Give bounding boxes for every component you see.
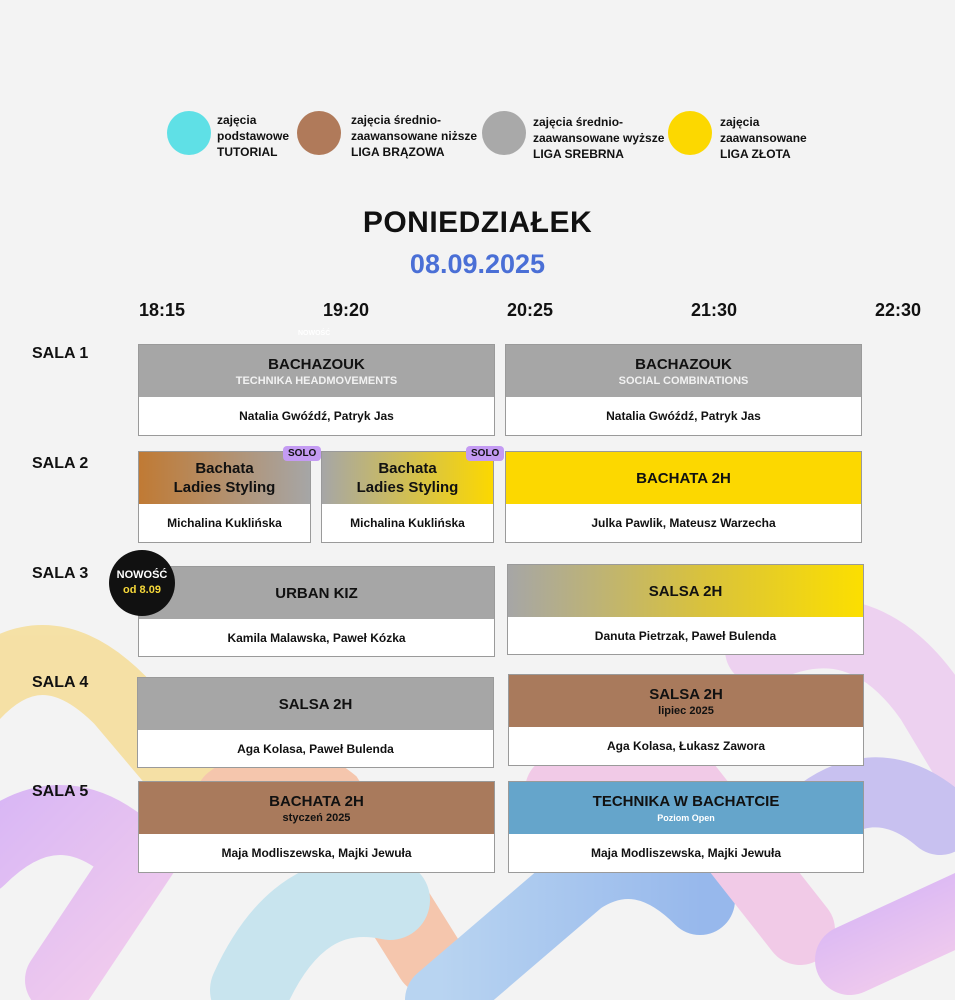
- class-title: BACHATA 2H: [269, 792, 364, 810]
- time-label: 21:30: [691, 300, 738, 320]
- new-badge-label: NOWOŚĆ: [116, 569, 168, 581]
- class-card-s2b[interactable]: [321, 451, 494, 543]
- new-badge: [109, 550, 175, 616]
- class-header: [509, 675, 863, 727]
- legend-label-bronze: zajęcia średnio- zaawansowane niższe LIGA BRĄZOWA: [351, 113, 478, 159]
- class-teachers: Natalia Gwóźdź, Patryk Jas: [139, 397, 494, 435]
- time-label: 18:15: [139, 300, 186, 320]
- class-teachers: Michalina Kuklińska: [322, 504, 493, 542]
- class-header: [508, 565, 863, 617]
- class-title: SALSA 2H: [278, 695, 353, 713]
- class-teachers: Kamila Malawska, Paweł Kózka: [139, 619, 494, 656]
- class-header: [139, 567, 494, 619]
- solo-badge: SOLO: [283, 446, 321, 461]
- legend-label-gold: zajęcia zaawansowane LIGA ZŁOTA: [720, 115, 807, 161]
- class-title: Ladies Styling: [356, 479, 459, 496]
- class-teachers: Natalia Gwóźdź, Patryk Jas: [506, 397, 861, 435]
- legend-dot-silver: [482, 111, 526, 155]
- class-subtitle: styczeń 2025: [282, 811, 351, 824]
- class-card-s1a[interactable]: [138, 344, 495, 436]
- class-subtitle: lipiec 2025: [658, 704, 714, 717]
- class-teachers: Julka Pawlik, Mateusz Warzecha: [506, 504, 861, 542]
- class-card-s2c[interactable]: [505, 451, 862, 543]
- tiny-new-label: NOWOŚĆ: [298, 330, 331, 337]
- class-header: [138, 678, 493, 730]
- class-title: TECHNIKA W BACHATCIE: [592, 792, 780, 810]
- class-title: Ladies Styling: [173, 479, 276, 496]
- legend-dot-gold: [668, 111, 712, 155]
- time-label: 22:30: [875, 300, 922, 320]
- class-title: Bachata: [378, 460, 437, 477]
- room-label: SALA 1: [32, 345, 89, 362]
- class-subtitle: SOCIAL COMBINATIONS: [618, 374, 749, 387]
- class-title: SALSA 2H: [648, 582, 723, 600]
- legend-dot-tutorial: [167, 111, 211, 155]
- class-subtitle: TECHNIKA HEADMOVEMENTS: [235, 374, 398, 387]
- class-teachers: Aga Kolasa, Łukasz Zawora: [509, 727, 863, 765]
- class-card-s5b[interactable]: [508, 781, 864, 873]
- class-header: [139, 345, 494, 397]
- room-label: SALA 3: [32, 565, 89, 582]
- class-teachers: Aga Kolasa, Paweł Bulenda: [138, 730, 493, 767]
- class-subtitle: Poziom Open: [657, 812, 715, 823]
- class-teachers: Maja Modliszewska, Majki Jewuła: [509, 834, 863, 872]
- solo-badge: SOLO: [466, 446, 504, 461]
- class-header: [139, 782, 494, 834]
- class-title: BACHATA 2H: [636, 469, 731, 487]
- class-card-s1b[interactable]: [505, 344, 862, 436]
- time-label: 19:20: [323, 300, 370, 320]
- legend-label-silver: zajęcia średnio- zaawansowane wyższe LIGA SREBRNA: [533, 115, 665, 161]
- class-card-s5a[interactable]: [138, 781, 495, 873]
- class-header: [506, 452, 861, 504]
- class-card-s4a[interactable]: [137, 677, 494, 768]
- time-label: 20:25: [507, 300, 554, 320]
- room-label: SALA 2: [32, 455, 89, 472]
- class-title: SALSA 2H: [649, 685, 723, 703]
- class-teachers: Danuta Pietrzak, Paweł Bulenda: [508, 617, 863, 654]
- page-date: 08.09.2025: [409, 249, 546, 279]
- legend-dot-bronze: [297, 111, 341, 155]
- class-card-s4b[interactable]: [508, 674, 864, 766]
- page-title: PONIEDZIAŁEK: [362, 206, 593, 239]
- room-label: SALA 4: [32, 674, 89, 691]
- class-card-s3b[interactable]: [507, 564, 864, 655]
- class-card-s3a[interactable]: [138, 566, 495, 657]
- class-title: BACHAZOUK: [268, 355, 365, 373]
- class-title: BACHAZOUK: [635, 355, 732, 373]
- class-teachers: Michalina Kuklińska: [139, 504, 310, 542]
- legend-label-tutorial: zajęcia podstawowe TUTORIAL: [217, 113, 290, 159]
- new-badge-date: od 8.09: [123, 584, 161, 596]
- class-header: [506, 345, 861, 397]
- room-label: SALA 5: [32, 783, 89, 800]
- class-title: Bachata: [195, 460, 254, 477]
- class-title: URBAN KIZ: [275, 584, 358, 602]
- class-teachers: Maja Modliszewska, Majki Jewuła: [139, 834, 494, 872]
- class-header: [509, 782, 863, 834]
- class-card-s2a[interactable]: [138, 451, 311, 543]
